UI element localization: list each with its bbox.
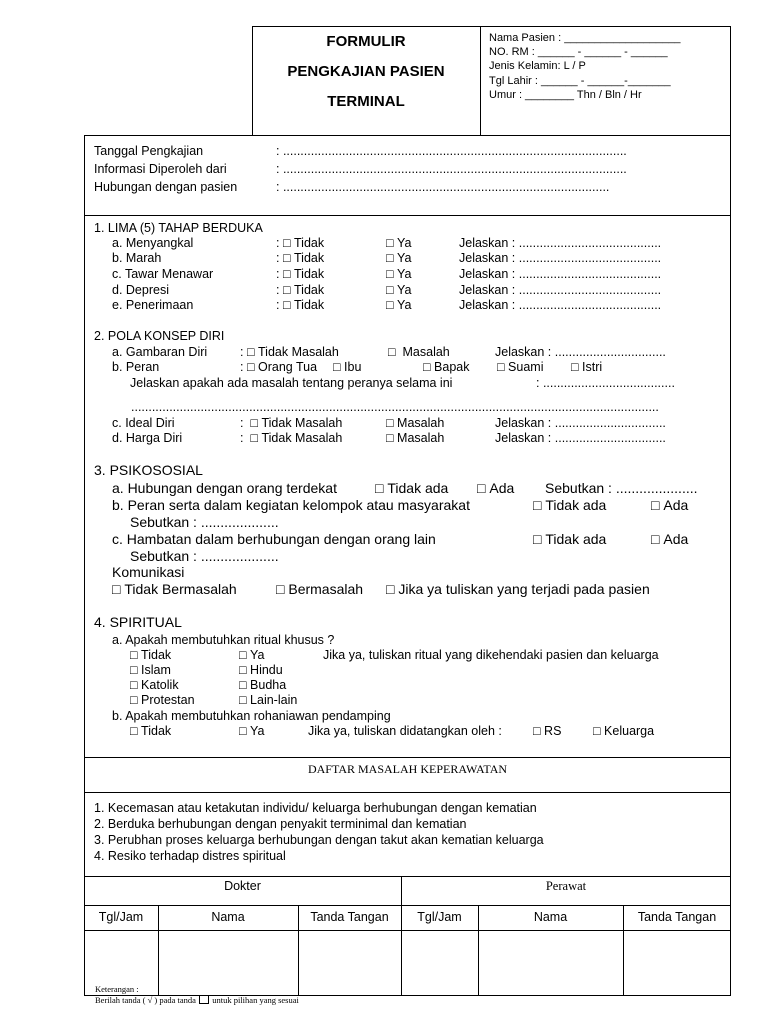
self-esteem-label: d. Harga Diri xyxy=(112,431,183,445)
ritual-question: a. Apakah membutuhkan ritual khusus ? xyxy=(112,633,335,647)
nursing-problem-item: 3. Perubhan proses keluarga berhubungan dengan takut akan kematian keluarga xyxy=(94,833,544,847)
info-source-label: Informasi Diperoleh dari xyxy=(94,162,227,176)
stage-anger-yes-checkbox[interactable]: □ Ya xyxy=(386,251,411,265)
stage-label-acceptance: e. Penerimaan xyxy=(112,298,194,312)
relationship-label: Hubungan dengan pasien xyxy=(94,180,238,194)
nursing-problem-item: 1. Kecemasan atau ketakutan individu/ keluarga berhubungan dengan kematian xyxy=(94,801,537,815)
section4-heading: 4. SPIRITUAL xyxy=(94,614,182,630)
nursing-problem-item: 4. Resiko terhadap distres spiritual xyxy=(94,849,286,863)
self-esteem-no-problem-checkbox[interactable]: : □ Tidak Masalah xyxy=(240,431,342,445)
nursing-problems-heading: DAFTAR MASALAH KEPERAWATAN xyxy=(307,762,508,776)
role-question: Jelaskan apakah ada masalah tentang peranya selama ini xyxy=(130,376,453,390)
section1-heading: 1. LIMA (5) TAHAP BERDUKA xyxy=(94,221,263,235)
nurse-name-cell[interactable] xyxy=(479,931,622,995)
stage-label-anger: b. Marah xyxy=(112,251,162,265)
religion-buddha-checkbox[interactable]: □ Budha xyxy=(239,678,286,692)
self-image-label: a. Gambaran Diri xyxy=(112,345,208,359)
ideal-self-problem-checkbox[interactable]: □ Masalah xyxy=(386,416,444,430)
divider xyxy=(84,905,731,906)
ritual-yes-checkbox[interactable]: □ Ya xyxy=(239,648,264,662)
religion-islam-checkbox[interactable]: □ Islam xyxy=(130,663,171,677)
stage-anger-no-checkbox[interactable]: : □ Tidak xyxy=(276,251,324,265)
communication-problem-checkbox[interactable]: □ Bermasalah xyxy=(276,581,363,597)
nursing-problem-item: 2. Berduka berhubungan dengan penyakit terminimal dan kematian xyxy=(94,817,467,831)
doctor-signature-cell[interactable] xyxy=(299,931,400,995)
communication-describe-checkbox[interactable]: □ Jika ya tuliskan yang terjadi pada pasien xyxy=(386,581,650,597)
stage-bargaining-explain[interactable]: Jelaskan : ......................................... xyxy=(459,267,662,281)
self-esteem-explain[interactable]: Jelaskan : ................................ xyxy=(495,431,666,445)
role-label: b. Peran xyxy=(112,360,160,374)
role-explain-line[interactable]: ........................................................................................................................................................ xyxy=(131,400,659,414)
checkbox-sample-icon xyxy=(199,995,209,1004)
assessment-date-field[interactable]: : ................................................................................................... xyxy=(276,144,627,158)
doctor-name-header: Nama xyxy=(211,910,245,924)
stage-bargaining-yes-checkbox[interactable]: □ Ya xyxy=(386,267,411,281)
clergy-note: Jika ya, tuliskan didatangkan oleh : xyxy=(308,724,502,738)
religion-catholic-checkbox[interactable]: □ Katolik xyxy=(130,678,179,692)
doctor-header: Dokter xyxy=(224,879,261,893)
stage-anger-explain[interactable]: Jelaskan : ......................................... xyxy=(459,251,662,265)
nurse-header: Perawat xyxy=(545,879,587,893)
nurse-datetime-cell[interactable] xyxy=(402,931,477,995)
group-activity-yes-checkbox[interactable]: □ Ada xyxy=(651,497,688,513)
role-parent-checkbox[interactable]: : □ Orang Tua xyxy=(240,360,317,374)
relationship-barrier-label: c. Hambatan dalam berhubungan dengan orang lain xyxy=(112,531,436,547)
patient-gender-field[interactable]: Jenis Kelamin: L / P xyxy=(489,60,586,72)
stage-depression-yes-checkbox[interactable]: □ Ya xyxy=(386,283,411,297)
stage-label-denial: a. Menyangkal xyxy=(112,236,194,250)
stage-acceptance-no-checkbox[interactable]: : □ Tidak xyxy=(276,298,324,312)
group-activity-none-checkbox[interactable]: □ Tidak ada xyxy=(533,497,606,513)
relationship-barrier-none-checkbox[interactable]: □ Tidak ada xyxy=(533,531,606,547)
self-image-explain[interactable]: Jelaskan : ................................ xyxy=(495,345,666,359)
ideal-self-no-problem-checkbox[interactable]: : □ Tidak Masalah xyxy=(240,416,342,430)
closest-relationship-yes-checkbox[interactable]: □ Ada xyxy=(477,480,514,496)
clergy-yes-checkbox[interactable]: □ Ya xyxy=(239,724,264,738)
stage-label-bargaining: c. Tawar Menawar xyxy=(112,267,214,281)
stage-depression-explain[interactable]: Jelaskan : ......................................... xyxy=(459,283,662,297)
note-text: Berilah tanda ( √ ) pada tanda untuk pilihan yang sesuai xyxy=(95,995,299,1005)
doctor-name-cell[interactable] xyxy=(159,931,297,995)
relationship-field[interactable]: : .............................................................................................. xyxy=(276,180,610,194)
form-title-line-2: PENGKAJIAN PASIEN xyxy=(287,63,445,80)
doctor-datetime-header: Tgl/Jam xyxy=(98,910,144,924)
religion-other-checkbox[interactable]: □ Lain-lain xyxy=(239,693,297,707)
info-source-field[interactable]: : ................................................................................................... xyxy=(276,162,627,176)
divider xyxy=(84,876,731,877)
section3-heading: 3. PSIKOSOSIAL xyxy=(94,462,203,478)
group-activity-mention[interactable]: Sebutkan : .................... xyxy=(130,514,279,530)
religion-protestant-checkbox[interactable]: □ Protestan xyxy=(130,693,195,707)
stage-depression-no-checkbox[interactable]: : □ Tidak xyxy=(276,283,324,297)
stage-denial-yes-checkbox[interactable]: □ Ya xyxy=(386,236,411,250)
relationship-barrier-yes-checkbox[interactable]: □ Ada xyxy=(651,531,688,547)
clergy-no-checkbox[interactable]: □ Tidak xyxy=(130,724,171,738)
role-question-field[interactable]: : ...................................... xyxy=(536,376,675,390)
role-wife-checkbox[interactable]: □ Istri xyxy=(571,360,602,374)
nurse-signature-cell[interactable] xyxy=(624,931,730,995)
divider xyxy=(84,757,731,758)
closest-relationship-mention[interactable]: Sebutkan : ..................... xyxy=(545,480,698,496)
assessment-date-label: Tanggal Pengkajian xyxy=(94,144,204,158)
relationship-barrier-mention[interactable]: Sebutkan : .................... xyxy=(130,548,279,564)
self-image-no-problem-checkbox[interactable]: : □ Tidak Masalah xyxy=(240,345,339,359)
divider xyxy=(84,792,731,793)
ritual-no-checkbox[interactable]: □ Tidak xyxy=(130,648,171,662)
religion-hindu-checkbox[interactable]: □ Hindu xyxy=(239,663,283,677)
ideal-self-explain[interactable]: Jelaskan : ................................ xyxy=(495,416,666,430)
stage-denial-explain[interactable]: Jelaskan : ......................................... xyxy=(459,236,662,250)
patient-rm-field[interactable]: NO. RM : ______ - ______ - ______ xyxy=(489,46,668,58)
stage-acceptance-explain[interactable]: Jelaskan : ......................................... xyxy=(459,298,662,312)
clergy-family-checkbox[interactable]: □ Keluarga xyxy=(593,724,654,738)
stage-acceptance-yes-checkbox[interactable]: □ Ya xyxy=(386,298,411,312)
form-title-line-3: TERMINAL xyxy=(327,93,405,110)
form-title-line-1: FORMULIR xyxy=(326,33,406,50)
communication-label: Komunikasi xyxy=(112,564,185,580)
group-activity-label: b. Peran serta dalam kegiatan kelompok atau masyarakat xyxy=(112,497,470,513)
stage-denial-no-checkbox[interactable]: : □ Tidak xyxy=(276,236,324,250)
ritual-note: Jika ya, tuliskan ritual yang dikehendaki pasien dan keluarga xyxy=(323,648,659,662)
self-image-problem-checkbox[interactable]: □ Masalah xyxy=(388,345,450,359)
section2-heading: 2. POLA KONSEP DIRI xyxy=(94,329,225,343)
clergy-question: b. Apakah membutuhkan rohaniawan pendamping xyxy=(112,709,391,723)
doctor-signature-header: Tanda Tangan xyxy=(310,910,389,924)
role-mother-checkbox[interactable]: □ Ibu xyxy=(333,360,361,374)
patient-name-field[interactable]: Nama Pasien : ___________________ xyxy=(489,32,681,44)
closest-relationship-none-checkbox[interactable]: □ Tidak ada xyxy=(375,480,448,496)
patient-age-field[interactable]: Umur : ________ Thn / Bln / Hr xyxy=(489,89,642,101)
ideal-self-label: c. Ideal Diri xyxy=(112,416,175,430)
divider xyxy=(84,215,731,216)
stage-bargaining-no-checkbox[interactable]: : □ Tidak xyxy=(276,267,324,281)
patient-birthdate-field[interactable]: Tgl Lahir : ______ - ______-_______ xyxy=(489,75,671,87)
closest-relationship-label: a. Hubungan dengan orang terdekat xyxy=(112,480,337,496)
communication-no-problem-checkbox[interactable]: □ Tidak Bermasalah xyxy=(112,581,237,597)
nurse-name-header: Nama xyxy=(533,910,568,924)
nurse-datetime-header: Tgl/Jam xyxy=(417,910,462,924)
clergy-hospital-checkbox[interactable]: □ RS xyxy=(533,724,561,738)
role-father-checkbox[interactable]: □ Bapak xyxy=(423,360,470,374)
role-husband-checkbox[interactable]: □ Suami xyxy=(497,360,543,374)
nurse-signature-header: Tanda Tangan xyxy=(637,910,717,924)
note-title: Keterangan : xyxy=(95,984,139,994)
stage-label-depression: d. Depresi xyxy=(112,283,169,297)
self-esteem-problem-checkbox[interactable]: □ Masalah xyxy=(386,431,444,445)
